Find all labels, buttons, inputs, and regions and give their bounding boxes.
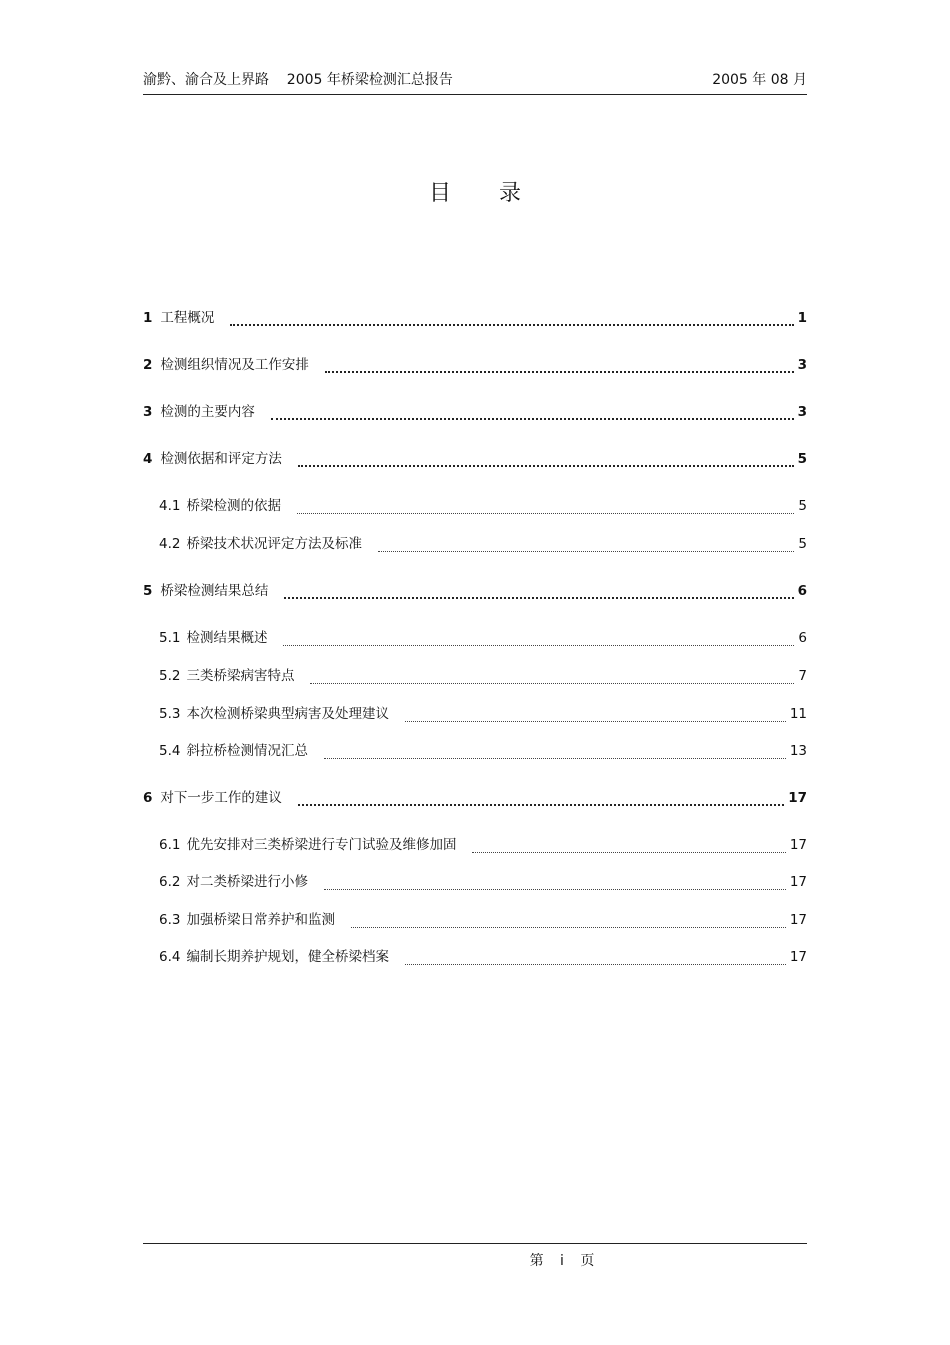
toc-entry[interactable] <box>159 532 807 556</box>
toc-entry-title: 桥梁检测结果总结 <box>160 583 269 599</box>
toc-entry[interactable] <box>143 447 807 471</box>
toc-entry-number: 5.3 <box>159 706 181 722</box>
toc-entry[interactable] <box>159 833 807 857</box>
toc-entry-page: 13 <box>789 743 807 759</box>
page-number: 第 i 页 <box>529 1253 601 1269</box>
toc-entry-page: 7 <box>798 668 807 684</box>
toc-entry-number: 6.2 <box>159 874 181 890</box>
toc-entry-title: 检测依据和评定方法 <box>160 451 282 467</box>
toc-dot-leader <box>297 513 794 514</box>
toc-entry-page: 17 <box>789 837 807 853</box>
toc-entry-number: 6.3 <box>159 912 181 928</box>
toc-entry-number: 4 <box>143 451 153 467</box>
toc-entry-page: 5 <box>797 451 807 467</box>
toc-dot-leader <box>405 964 786 965</box>
toc-dot-leader <box>284 597 793 599</box>
toc-title: 目录 <box>428 181 569 206</box>
toc-entry-title: 斜拉桥检测情况汇总 <box>186 743 308 759</box>
toc-entry-page: 17 <box>789 874 807 890</box>
toc-entry[interactable] <box>143 579 807 603</box>
toc-entry[interactable] <box>159 626 807 650</box>
toc-entry-title: 本次检测桥梁典型病害及处理建议 <box>186 706 389 722</box>
toc-entry-page: 11 <box>789 706 807 722</box>
toc-dot-leader <box>271 418 794 420</box>
toc-entry-title: 检测组织情况及工作安排 <box>160 357 309 373</box>
toc-entry-number: 1 <box>143 310 153 326</box>
toc-dot-leader <box>351 927 786 928</box>
toc-entry[interactable] <box>143 400 807 424</box>
toc-entry-page: 6 <box>797 583 807 599</box>
toc-entry[interactable] <box>159 702 807 726</box>
toc-entry[interactable] <box>159 664 807 688</box>
toc-dot-leader <box>378 551 794 552</box>
toc-entry-title: 三类桥梁病害特点 <box>186 668 295 684</box>
toc-entry-number: 6.4 <box>159 949 181 965</box>
toc-dot-leader <box>324 889 786 890</box>
header-date: 2005 年 08 月 <box>712 72 807 88</box>
toc-entry-title: 桥梁检测的依据 <box>186 498 281 514</box>
toc-entry-title: 检测的主要内容 <box>160 404 255 420</box>
toc-entry-page: 3 <box>797 357 807 373</box>
toc-entry-number: 6 <box>143 790 153 806</box>
toc-entry-page: 5 <box>798 536 807 552</box>
toc-entry-title: 加强桥梁日常养护和监测 <box>186 912 335 928</box>
toc-entry-number: 4.2 <box>159 536 181 552</box>
toc-entry-title: 对二类桥梁进行小修 <box>186 874 308 890</box>
toc-entry[interactable] <box>159 870 807 894</box>
toc-dot-leader <box>405 721 786 722</box>
toc-entry[interactable] <box>143 786 807 810</box>
toc-entry-page: 1 <box>797 310 807 326</box>
toc-entry-number: 2 <box>143 357 153 373</box>
toc-dot-leader <box>324 758 786 759</box>
toc-dot-leader <box>310 683 794 684</box>
toc-entry-title: 对下一步工作的建议 <box>160 790 282 806</box>
toc-dot-leader <box>325 371 794 373</box>
toc-entry-page: 5 <box>798 498 807 514</box>
toc-entry-number: 5.4 <box>159 743 181 759</box>
toc-entry[interactable] <box>143 306 807 330</box>
toc-entry-page: 3 <box>797 404 807 420</box>
toc-entry[interactable] <box>159 494 807 518</box>
toc-entry-number: 5 <box>143 583 153 599</box>
toc-entry-title: 优先安排对三类桥梁进行专门试验及维修加固 <box>186 837 457 853</box>
toc-entry-number: 5.1 <box>159 630 181 646</box>
toc-entry-title: 桥梁技术状况评定方法及标准 <box>186 536 362 552</box>
toc-entry[interactable] <box>159 945 807 969</box>
toc-entry-number: 3 <box>143 404 153 420</box>
page-header <box>143 70 807 95</box>
toc-dot-leader <box>283 645 794 646</box>
footer-divider <box>143 1243 807 1244</box>
toc-entry-number: 4.1 <box>159 498 181 514</box>
toc-entry[interactable] <box>159 739 807 763</box>
toc-entry-title: 检测结果概述 <box>186 630 268 646</box>
toc-entry-title: 工程概况 <box>160 310 215 326</box>
toc-entry[interactable] <box>159 908 807 932</box>
toc-entry-number: 5.2 <box>159 668 181 684</box>
toc-dot-leader <box>298 465 794 467</box>
toc-entry-page: 17 <box>789 912 807 928</box>
toc-entry-page: 6 <box>798 630 807 646</box>
toc-entry-number: 6.1 <box>159 837 181 853</box>
toc-entry-page: 17 <box>788 790 807 806</box>
header-report-title: 渝黔、渝合及上界路 2005 年桥梁检测汇总报告 <box>143 72 453 88</box>
toc-entry-page: 17 <box>789 949 807 965</box>
toc-entry[interactable] <box>143 353 807 377</box>
toc-dot-leader <box>472 852 785 853</box>
toc-dot-leader <box>230 324 793 326</box>
toc-entry-title: 编制长期养护规划，健全桥梁档案 <box>186 949 389 965</box>
toc-dot-leader <box>298 804 784 806</box>
